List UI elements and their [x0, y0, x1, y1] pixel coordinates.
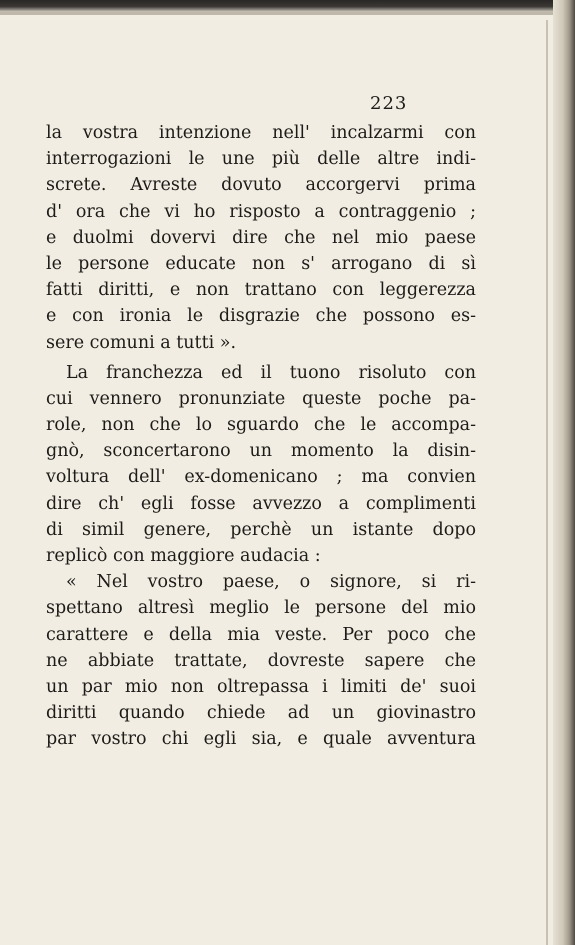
text-line: voltura dell' ex-domenicano ; ma convien [46, 467, 476, 488]
text-line: e duolmi dovervi dire che nel mio paese [46, 227, 476, 248]
page-binding-line [546, 20, 548, 945]
text-line: un par mio non oltrepassa i limiti de' suoi [46, 676, 476, 697]
text-line: cui vennero pronunziate queste poche pa- [46, 388, 476, 409]
text-line: e con ironia le disgrazie che possono es- [46, 306, 476, 327]
text-line: « Nel vostro paese, o signore, si ri- [66, 572, 476, 593]
text-line: replicò con maggiore audacia : [46, 546, 321, 566]
text-line: la vostra intenzione nell' incalzarmi con [46, 123, 476, 143]
text-line: spettano altresì meglio le persone del mio [46, 598, 476, 619]
text-line: carattere e della mia veste. Per poco che [46, 624, 476, 645]
page-top-shadow [0, 12, 575, 15]
text-line: diritti quando chiede ad un giovinastro [46, 703, 476, 724]
text-line: ne abbiate trattate, dovreste sapere che [46, 650, 476, 671]
text-line: sere comuni a tutti ». [46, 332, 237, 353]
text-line: dire ch' egli fosse avvezzo a complimenti [46, 493, 476, 514]
text-line: di simil genere, perchè un istante dopo [46, 519, 476, 540]
text-line: screte. Avreste dovuto accorgervi prima [46, 175, 476, 196]
text-line: interrogazioni le une più delle altre indi- [46, 149, 476, 170]
page-number: 223 [370, 93, 408, 114]
text-line: fatti diritti, e non trattano con leggerezza [46, 280, 476, 301]
text-line: le persone educate non s' arrogano di sì [46, 253, 476, 274]
text-line: par vostro chi egli sia, e quale avventura [46, 729, 476, 750]
page-top-edge [0, 0, 575, 12]
text-line: gnò, sconcertarono un momento la disin- [46, 441, 476, 462]
page-text [46, 120, 476, 753]
text-line: role, non che lo sguardo che le accompa- [46, 415, 476, 436]
text-line: La franchezza ed il tuono risoluto con [66, 362, 476, 383]
text-line: d' ora che vi ho risposto a contraggenio ; [46, 201, 476, 222]
page-right-edge [553, 0, 575, 945]
